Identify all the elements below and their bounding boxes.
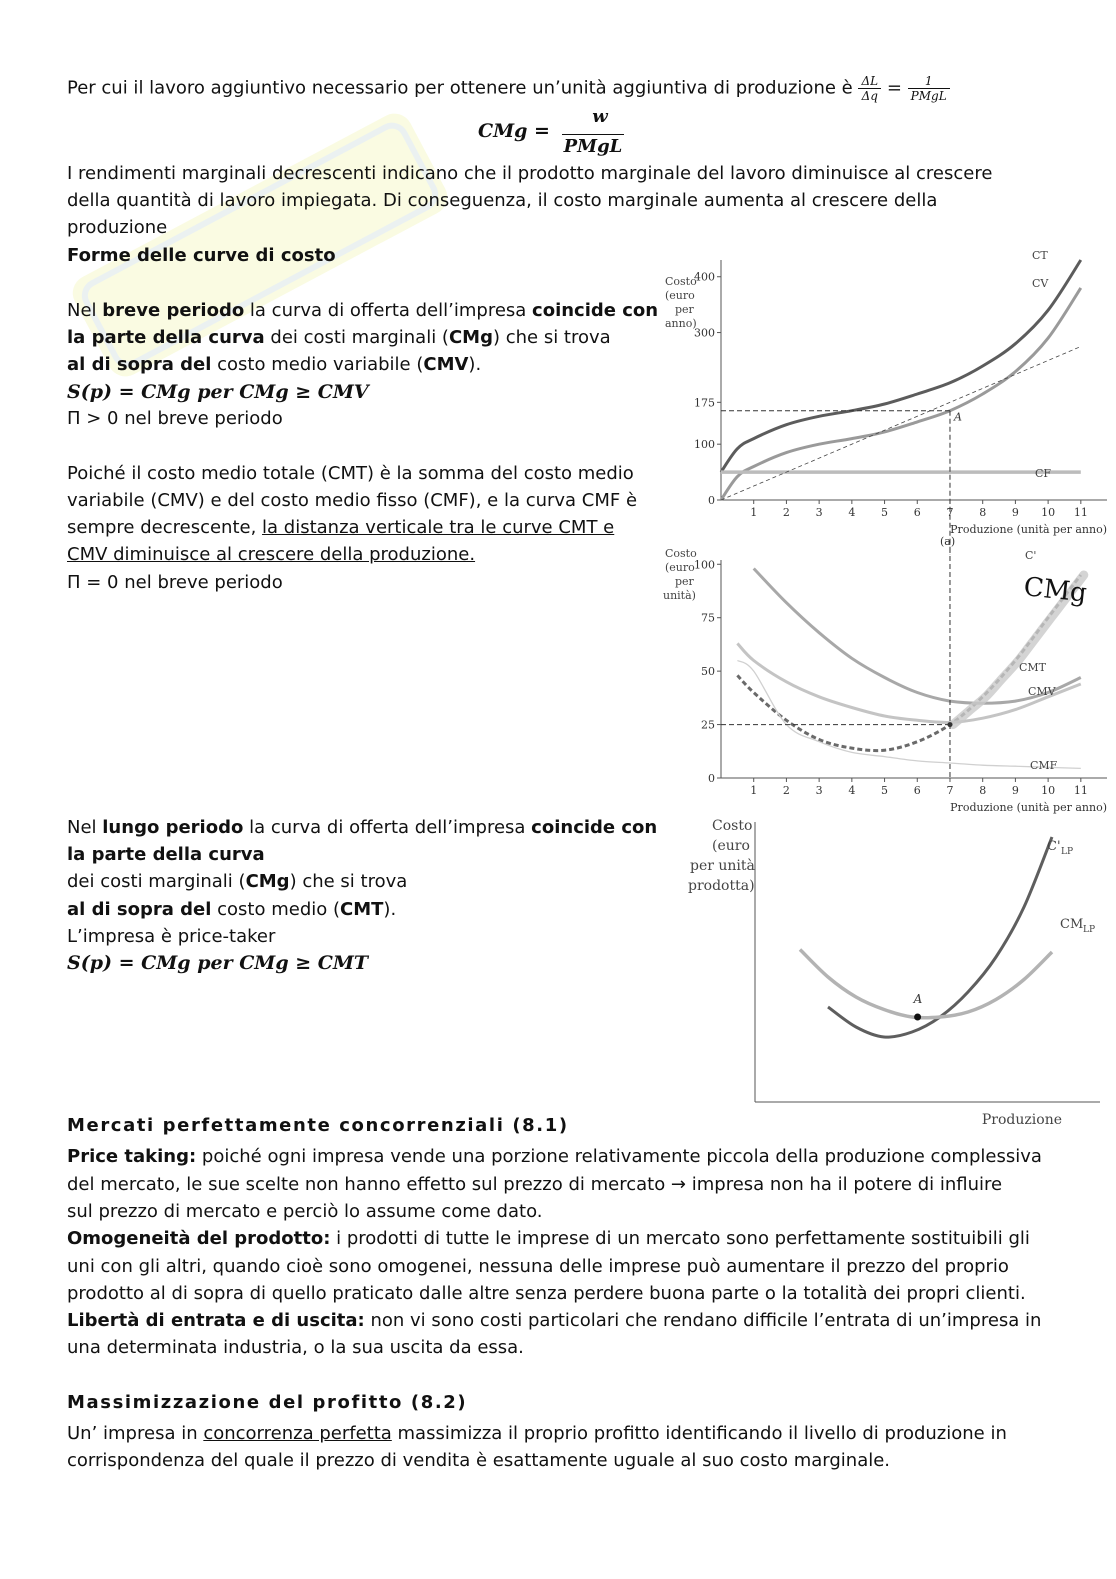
chart-b-legend-cmg: C' (1025, 549, 1037, 562)
chart-b-x-tick-label: 2 (782, 784, 790, 797)
chart-b-x-tick-label: 3 (815, 784, 823, 797)
chart-c-legend-clp: C' (1047, 839, 1061, 854)
chart-a-panel-label: (a) (939, 535, 956, 548)
cmt-para-line-4: CMV diminuisce al crescere della produzione. (67, 544, 476, 565)
chart-b-series-cmv (737, 643, 1080, 722)
chart-b-ylabel-line-1: Costo (665, 547, 697, 560)
pi-breve-positive: Π > 0 nel breve periodo (67, 408, 283, 429)
chart-a-x-tick-label: 3 (815, 506, 823, 519)
chart-a-legend-cf: CF (1035, 467, 1052, 480)
chart-b-series-cmf (737, 661, 1080, 769)
mercati-line-1: Price taking: poiché ogni impresa vende una porzione relativamente piccola della produzione complessiva (67, 1146, 1042, 1167)
chart-total-costs (655, 245, 1110, 555)
section-massim-title: Massimizzazione del profitto (8.2) (67, 1392, 468, 1413)
chart-b-y-tick-label: 75 (701, 611, 715, 625)
chart-c-series-clp (828, 837, 1052, 1037)
chart-a-series-cv (721, 288, 1081, 500)
chart-a-x-axis-label: Produzione (unità per anno) (950, 523, 1107, 536)
chart-a-series-ray (721, 347, 1081, 501)
mercati-line-4: Omogeneità del prodotto: i prodotti di tutte le imprese di un mercato sono perfettamente sostituibili gli (67, 1228, 1030, 1249)
chart-a-legend-cv: CV (1032, 277, 1049, 290)
massim-line-1: Un’ impresa in concorrenza perfetta massimizza il proprio profitto identificando il livello di produzione in (67, 1423, 1007, 1444)
section-mercati-title: Mercati perfettamente concorrenziali (8.1) (67, 1115, 569, 1136)
chart-b-ylabel-line-4: unità) (663, 589, 696, 602)
chart-a-ylabel-line-4: anno) (665, 317, 697, 330)
chart-c-legend-cmlp-sub: LP (1083, 925, 1096, 935)
chart-b-ylabel-line-3: per (675, 575, 694, 588)
fraction-dl-dq: $\frac{\Delta L}{\Delta q}$ (858, 74, 881, 103)
chart-a-x-tick-label: 7 (946, 506, 954, 519)
mercati-line-2: del mercato, le sue scelte non hanno effetto sul prezzo di mercato → impresa non ha il potere di influire (67, 1174, 1003, 1195)
chart-c-point-a (914, 1014, 921, 1021)
intro-para-line-3: produzione (67, 217, 168, 238)
chart-b-x-tick-label: 11 (1073, 784, 1088, 797)
chart-a-y-tick-label: 400 (694, 270, 715, 284)
chart-c-x-axis-label: Produzione (981, 1112, 1062, 1128)
forme-title: Forme delle curve di costo (67, 245, 336, 266)
chart-a-ylabel-line-2: (euro (665, 289, 695, 302)
document-page: Per cui il lavoro aggiuntivo necessario per ottenere un’unità aggiuntiva di produzione è $\frac{\Delta L}{\Delta q}$ = $\frac{1}{\text{PMgL}}$ CMg = w PMgL I rendimenti marginali decrescenti indicano che il prodotto marginale del lavoro diminuisce al crescere della quantità di lavoro impiegata. Di conseguenza, il costo marginale aumenta al crescere della produzione Forme delle curve di costo Nel breve periodo la curva di offerta dell’impresa coincide con la parte della curva dei costi marginali (CMg) che si trova al di sopra del costo medio variabile (CMV). S(p) = CMg per CMg ≥ CMV Π > 0 nel breve periodo Poiché il costo medio totale (CMT) è la somma del costo medio variabile (CMV) e del costo medio fisso (CMF), e la curva CMF è sempre decrescente, la distanza verticale tra le curve CMT e CMV diminuisce al crescere della produzione. Π = 0 nel breve periodo Nel lungo periodo la curva di offerta dell’impresa coincide con la parte della curva dei costi marginali (CMg) che si trova al di sopra del costo medio (CMT). L’impresa è price-taker S(p) = CMg per CMg ≥ CMT Costo (euro per anno) 1 2 3 4 5 6 7 8 9 10 11 0 100 175 300 400 Produzione (unità per anno) (a) A CT CV CF Costo (euro per unità) 1 2 3 4 5 6 7 8 9 10 11 0 25 50 75 100 Produzione (unità per anno) C' CMT CMV CMF CMg Costo (euro per unità prodotta) Produzione A C' LP CM LP Mercati perfettamente concorrenziali (8.1) Price taking: poiché ogni impresa vende una porzione relativamente piccola della produzione complessiva del mercato, le sue scelte non hanno effetto sul prezzo di mercato → impresa non ha il potere di influire sul prezzo di mercato e perciò lo assume come dato. Omogeneità del prodotto: i prodotti di tutte le imprese di un mercato sono perfettamente sostituibili gli uni con gli altri, quando cioè sono omogenei, nessuna delle imprese può aumentare il prezzo del proprio prodotto al di sopra di quello praticato dalle altre senza perdere buona parte o la totalità dei propri clienti. Libertà di entrata e di uscita: non vi sono costi particolari che rendano difficile l’entrata di un’impresa in una determinata industria, o la sua uscita da essa. Massimizzazione del profitto (8.2) Un’ impresa in concorrenza perfetta massimizza il proprio profitto identificando il livello di produzione in corrispondenza del quale il prezzo di vendita è esattamente uguale al suo costo marginale. (0, 0, 1116, 1579)
chart-b-legend-cmv: CMV (1028, 685, 1056, 698)
chart-b-x-tick-label: 4 (848, 784, 856, 797)
breve-line-2: la parte della curva dei costi marginali (CMg) che si trova (67, 327, 611, 348)
lungo-line-3: dei costi marginali (CMg) che si trova (67, 871, 408, 892)
breve-line-1: Nel breve periodo la curva di offerta dell’impresa coincide con (67, 300, 659, 321)
lungo-line-1: Nel lungo periodo la curva di offerta dell’impresa coincide con (67, 817, 658, 838)
chart-b-x-tick-label: 1 (750, 784, 758, 797)
chart-b-x-tick-label: 9 (1011, 784, 1019, 797)
chart-b-y-tick-label: 25 (701, 718, 715, 732)
chart-c-ylabel-line-2: (euro (712, 838, 750, 854)
fraction-1-pmgl: $\frac{1}{\text{PMgL}}$ (908, 74, 950, 103)
mercati-line-8: una determinata industria, o la sua uscita da essa. (67, 1337, 524, 1358)
chart-long-run-costs (680, 812, 1100, 1132)
lungo-formula: S(p) = CMg per CMg ≥ CMT (67, 952, 369, 974)
chart-a-y-tick-label: 100 (694, 438, 715, 452)
cmt-para-line-2: variabile (CMV) e del costo medio fisso (CMF), e la curva CMF è (67, 490, 638, 511)
chart-b-y-tick-label: 50 (701, 665, 715, 679)
chart-a-ylabel-line-3: per (675, 303, 694, 316)
mercati-line-7: Libertà di entrata e di uscita: non vi sono costi particolari che rendano difficile l’entrata di un’impresa in (67, 1310, 1042, 1331)
chart-b-x-axis-label: Produzione (unità per anno) (950, 801, 1107, 814)
chart-b-legend-cmt: CMT (1019, 661, 1047, 674)
chart-a-legend-ct: CT (1032, 249, 1048, 262)
lungo-line-2: la parte della curva (67, 844, 265, 865)
chart-c-ylabel-line-4: prodotta) (688, 878, 755, 894)
chart-b-x-tick-label: 8 (979, 784, 987, 797)
chart-b-handwritten-cmg: CMg (1022, 572, 1089, 609)
chart-a-ylabel-line-1: Costo (665, 275, 697, 288)
cmt-para-line-1: Poiché il costo medio totale (CMT) è la somma del costo medio (67, 463, 634, 484)
chart-a-x-tick-label: 5 (881, 506, 889, 519)
chart-b-ylabel-line-2: (euro (665, 561, 695, 574)
chart-b-intersection-point (947, 722, 952, 727)
chart-a-x-tick-label: 8 (979, 506, 987, 519)
chart-c-legend-clp-sub: LP (1061, 847, 1074, 857)
chart-a-y-tick-label: 300 (694, 326, 715, 340)
chart-c-series-cmlp (800, 950, 1052, 1018)
mercati-line-6: prodotto al di sopra di quello praticato dalle altre senza perdere buona parte o la totalità dei propri clienti. (67, 1283, 1026, 1304)
chart-b-y-tick-label: 100 (694, 558, 715, 572)
chart-c-ylabel-line-3: per unità (690, 858, 755, 874)
chart-b-x-tick-label: 5 (881, 784, 889, 797)
cmt-para-line-3: sempre decrescente, la distanza verticale tra le curve CMT e (67, 517, 615, 538)
chart-b-x-tick-label: 7 (946, 784, 954, 797)
chart-a-series-ct (721, 260, 1081, 472)
chart-b-x-tick-label: 10 (1041, 784, 1056, 797)
pi-breve-zero: Π = 0 nel breve periodo (67, 572, 283, 593)
chart-a-x-tick-label: 11 (1073, 506, 1088, 519)
mercati-line-5: uni con gli altri, quando cioè sono omogenei, nessuna delle imprese può aumentare il prezzo del proprio (67, 1256, 1009, 1277)
chart-c-point-label: A (913, 992, 923, 1006)
chart-a-y-tick-label: 175 (694, 396, 715, 410)
chart-a-x-tick-label: 6 (913, 506, 921, 519)
chart-b-legend-cmf: CMF (1030, 759, 1058, 772)
massim-line-2: corrispondenza del quale il prezzo di vendita è esattamente uguale al suo costo marginale. (67, 1450, 891, 1471)
chart-b-y-tick-label: 0 (708, 772, 715, 785)
chart-a-y-tick-label: 0 (708, 494, 715, 507)
lungo-line-4: al di sopra del costo medio (CMT). (67, 899, 397, 920)
breve-line-3: al di sopra del costo medio variabile (CMV). (67, 354, 482, 375)
chart-a-x-tick-label: 1 (750, 506, 758, 519)
chart-b-x-tick-label: 6 (913, 784, 921, 797)
intro-para-line-2: della quantità di lavoro impiegata. Di conseguenza, il costo marginale aumenta al crescere della (67, 190, 938, 211)
intro-line-1: Per cui il lavoro aggiuntivo necessario per ottenere un’unità aggiuntiva di produzione è $\frac{\Delta L}{\Delta q}$ = $\frac{1}{\text{PMgL}}$ (67, 74, 950, 103)
breve-formula: S(p) = CMg per CMg ≥ CMV (67, 381, 369, 403)
chart-a-x-tick-label: 10 (1041, 506, 1056, 519)
mercati-line-3: sul prezzo di mercato e perciò lo assume come dato. (67, 1201, 543, 1222)
chart-a-x-tick-label: 2 (782, 506, 790, 519)
chart-a-x-tick-label: 4 (848, 506, 856, 519)
chart-average-costs (655, 545, 1110, 820)
chart-a-x-tick-label: 9 (1011, 506, 1019, 519)
chart-a-point-label: A (953, 410, 962, 424)
intro-para-line-1: I rendimenti marginali decrescenti indicano che il prodotto marginale del lavoro diminuisce al crescere (67, 163, 993, 184)
chart-c-ylabel-line-1: Costo (712, 818, 753, 834)
chart-c-legend-cmlp: CM (1060, 917, 1084, 932)
lungo-line-5: L’impresa è price-taker (67, 926, 276, 947)
